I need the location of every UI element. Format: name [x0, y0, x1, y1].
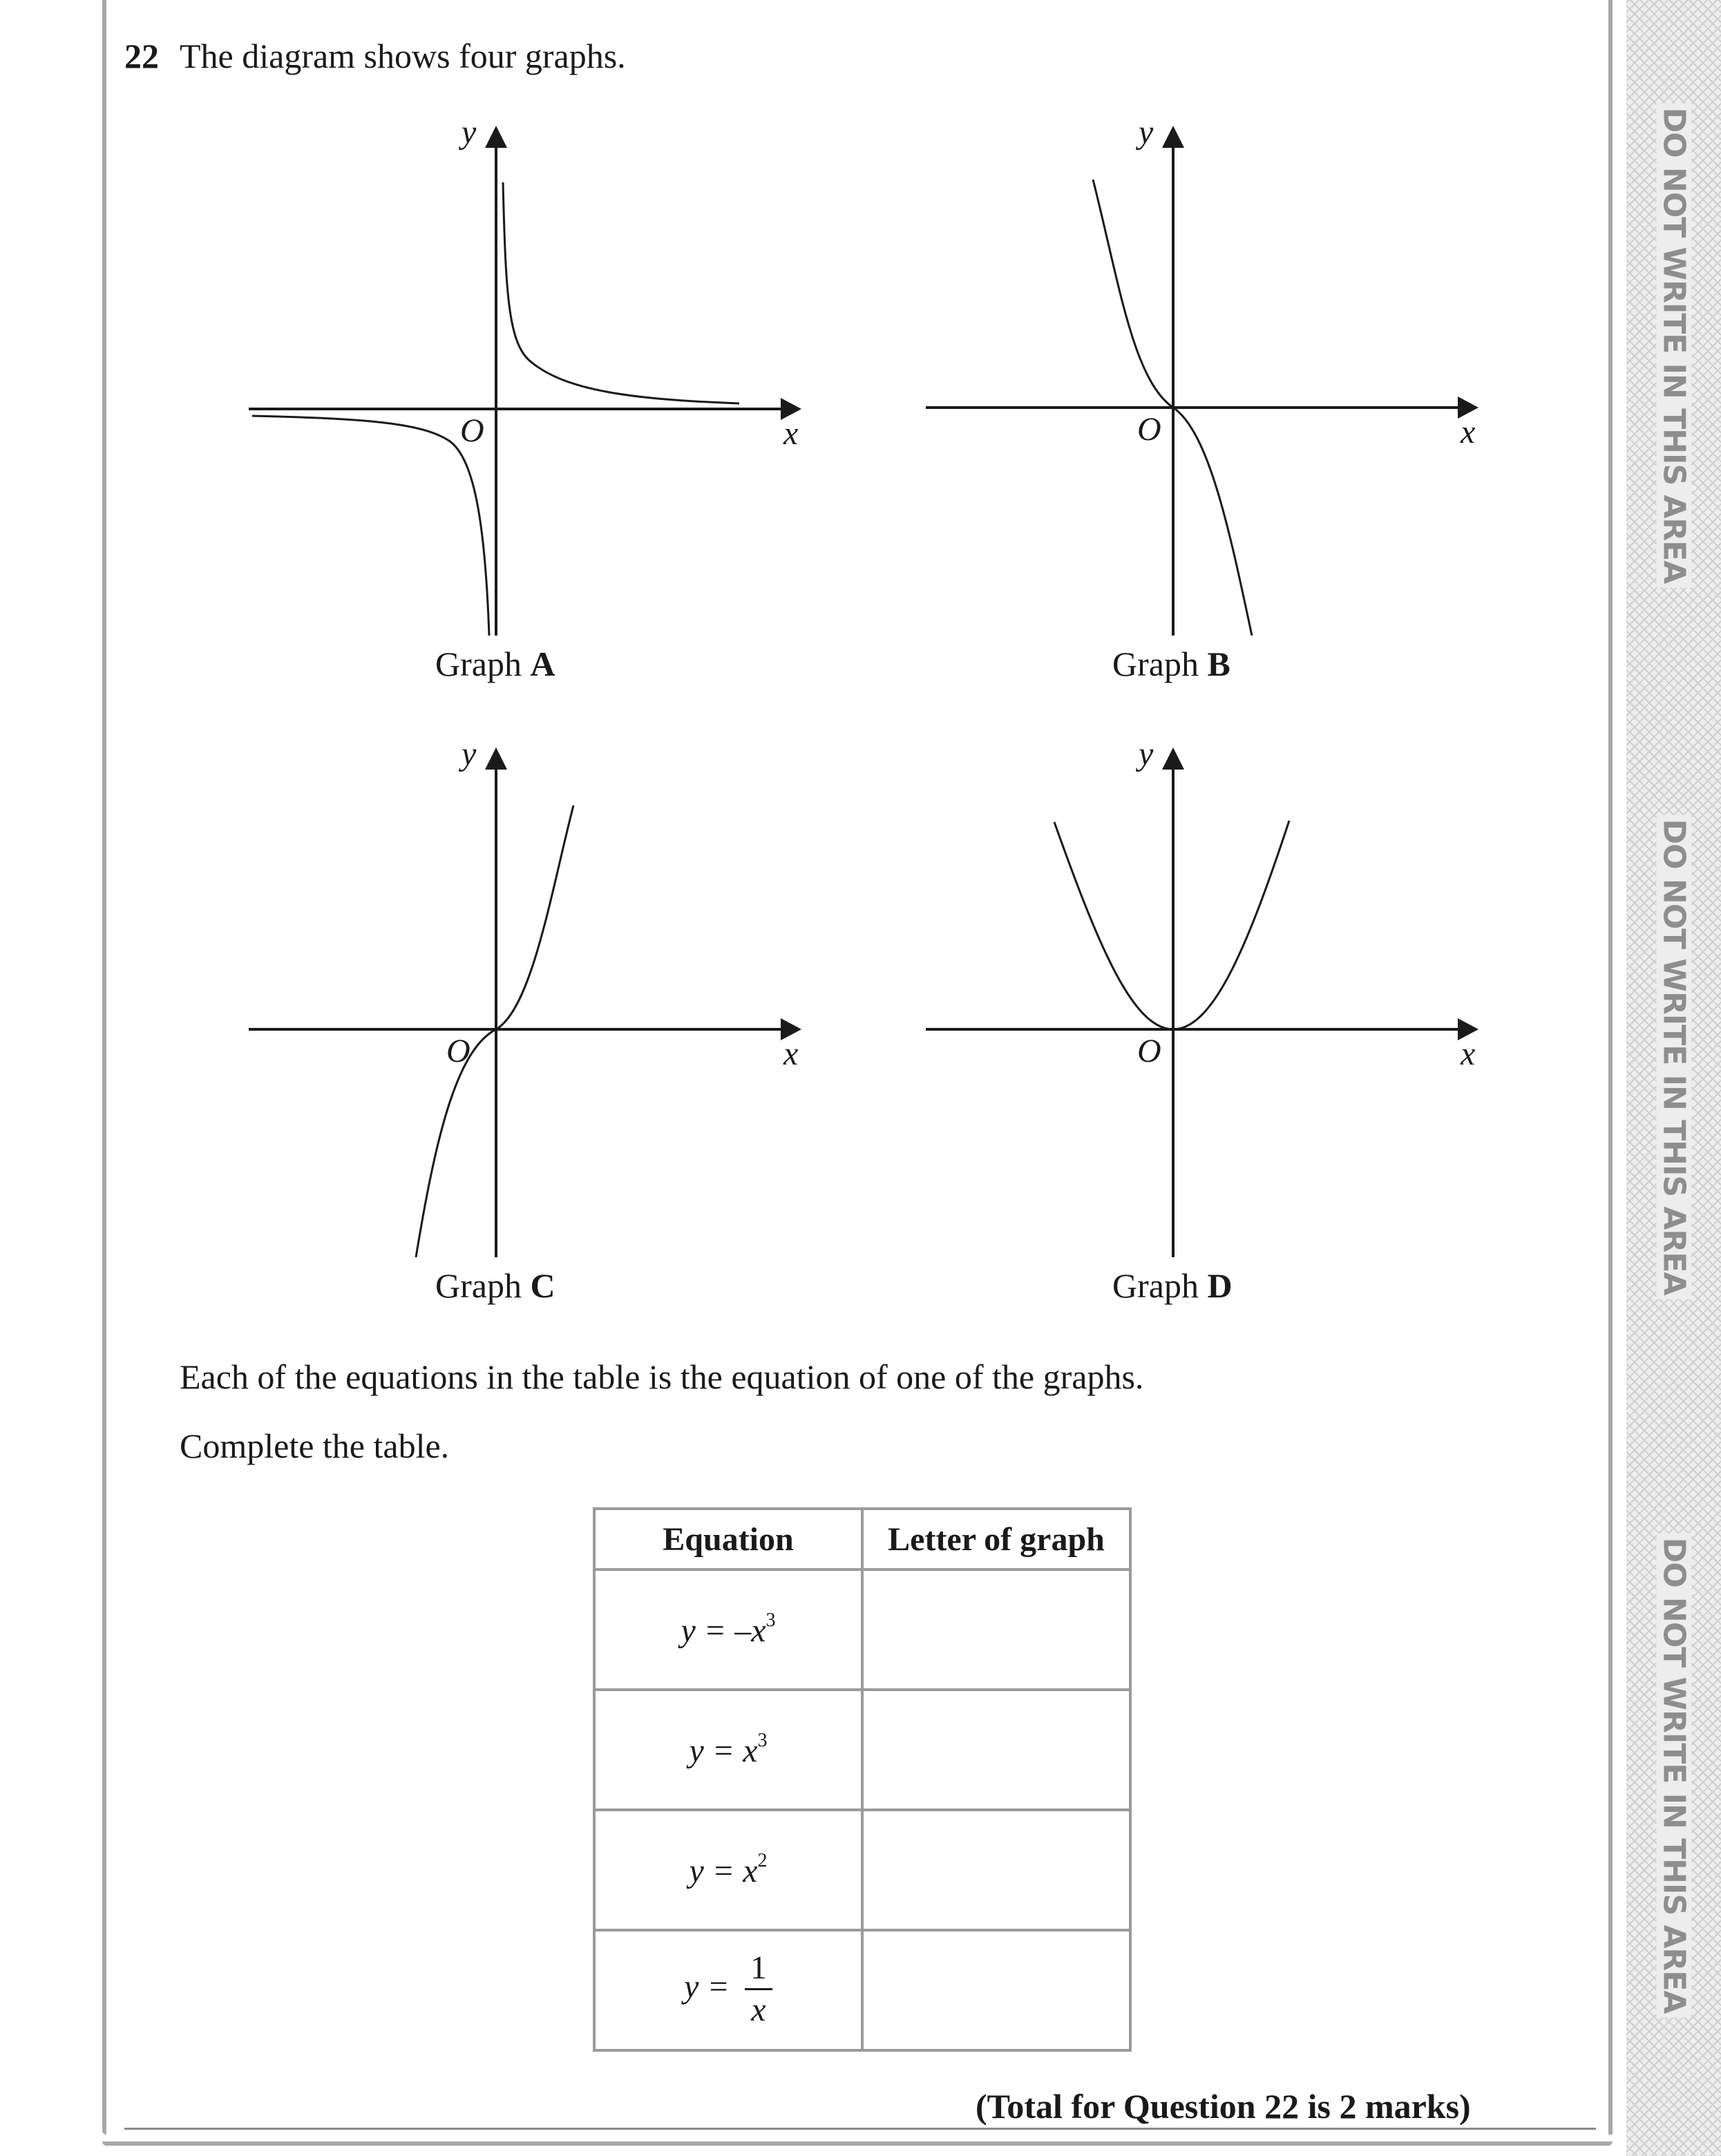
- no-write-margin: DO NOT WRITE IN THIS AREA DO NOT WRITE IN THIS AREA DO NOT WRITE IN THIS AREA: [1626, 0, 1721, 2156]
- origin-label: O: [460, 412, 484, 449]
- curve-upper: [503, 182, 739, 403]
- equation-cell: y = $\frac{1}{x}$: [594, 1930, 862, 2050]
- table-header-row: [594, 1509, 1130, 1570]
- table-row: [594, 1810, 1130, 1930]
- graph-d-caption: Graph D: [1112, 1266, 1233, 1305]
- answer-cell[interactable]: [862, 1570, 1130, 1690]
- y-axis-label: y: [1139, 114, 1154, 151]
- instruction-line-1: Each of the equations in the table is the equation of one of the graphs.: [180, 1357, 1144, 1396]
- graph-c-caption: Graph C: [435, 1266, 555, 1305]
- equation-table: [593, 1507, 1132, 2052]
- graph-b-plot: [919, 117, 1541, 684]
- graph-a: [242, 114, 864, 684]
- equation-cell: $y = x^3$: [594, 1690, 862, 1810]
- equation-cell: $y = x^2$: [594, 1810, 862, 1930]
- fraction: $\frac{1}{x}$: [745, 1950, 772, 2030]
- graph-c-plot: [242, 739, 864, 1306]
- y-axis-label: y: [1139, 736, 1154, 772]
- header-equation: Equation: [594, 1509, 862, 1570]
- y-axis-arrow: [485, 126, 507, 148]
- origin-label: O: [446, 1033, 470, 1069]
- origin-label: O: [1137, 1033, 1161, 1069]
- answer-cell[interactable]: [862, 1690, 1130, 1810]
- page-frame-right: [1608, 0, 1613, 2135]
- origin-label: O: [1137, 411, 1161, 448]
- y-axis-arrow: [1162, 747, 1184, 770]
- graph-a-caption: Graph A: [435, 645, 555, 683]
- question-text: The diagram shows four graphs.: [180, 37, 626, 75]
- graph-b-caption: Graph B: [1112, 645, 1230, 683]
- answer-cell[interactable]: [862, 1930, 1130, 2050]
- graph-c: [242, 736, 864, 1306]
- y-axis-label: y: [462, 114, 477, 151]
- x-axis-label: x: [783, 1036, 799, 1072]
- table-row: [594, 1570, 1130, 1690]
- question-number: 22: [124, 37, 159, 75]
- y-axis-arrow: [1162, 126, 1184, 148]
- x-axis-label: x: [1461, 1036, 1476, 1072]
- graph-d: [919, 736, 1541, 1306]
- curve-lower: [252, 416, 489, 636]
- page-frame-bottom: [102, 2141, 1613, 2146]
- x-axis-label: x: [783, 415, 799, 452]
- y-axis-arrow: [485, 747, 507, 770]
- equation-cell: $y = -x^3$: [594, 1570, 862, 1690]
- page-frame-left: [102, 0, 106, 2135]
- bottom-rule: [124, 2128, 1596, 2130]
- graph-b: [919, 114, 1541, 684]
- graph-a-plot: [242, 117, 864, 684]
- table-row: [594, 1690, 1130, 1810]
- instruction-line-2: Complete the table.: [180, 1427, 450, 1465]
- graph-d-plot: [919, 739, 1541, 1306]
- y-axis-label: y: [462, 736, 477, 772]
- header-letter: Letter of graph: [862, 1509, 1130, 1570]
- question-total: (Total for Question 22 is 2 marks): [976, 2087, 1471, 2126]
- answer-cell[interactable]: [862, 1810, 1130, 1930]
- table-row: [594, 1930, 1130, 2050]
- x-axis-label: x: [1461, 414, 1476, 450]
